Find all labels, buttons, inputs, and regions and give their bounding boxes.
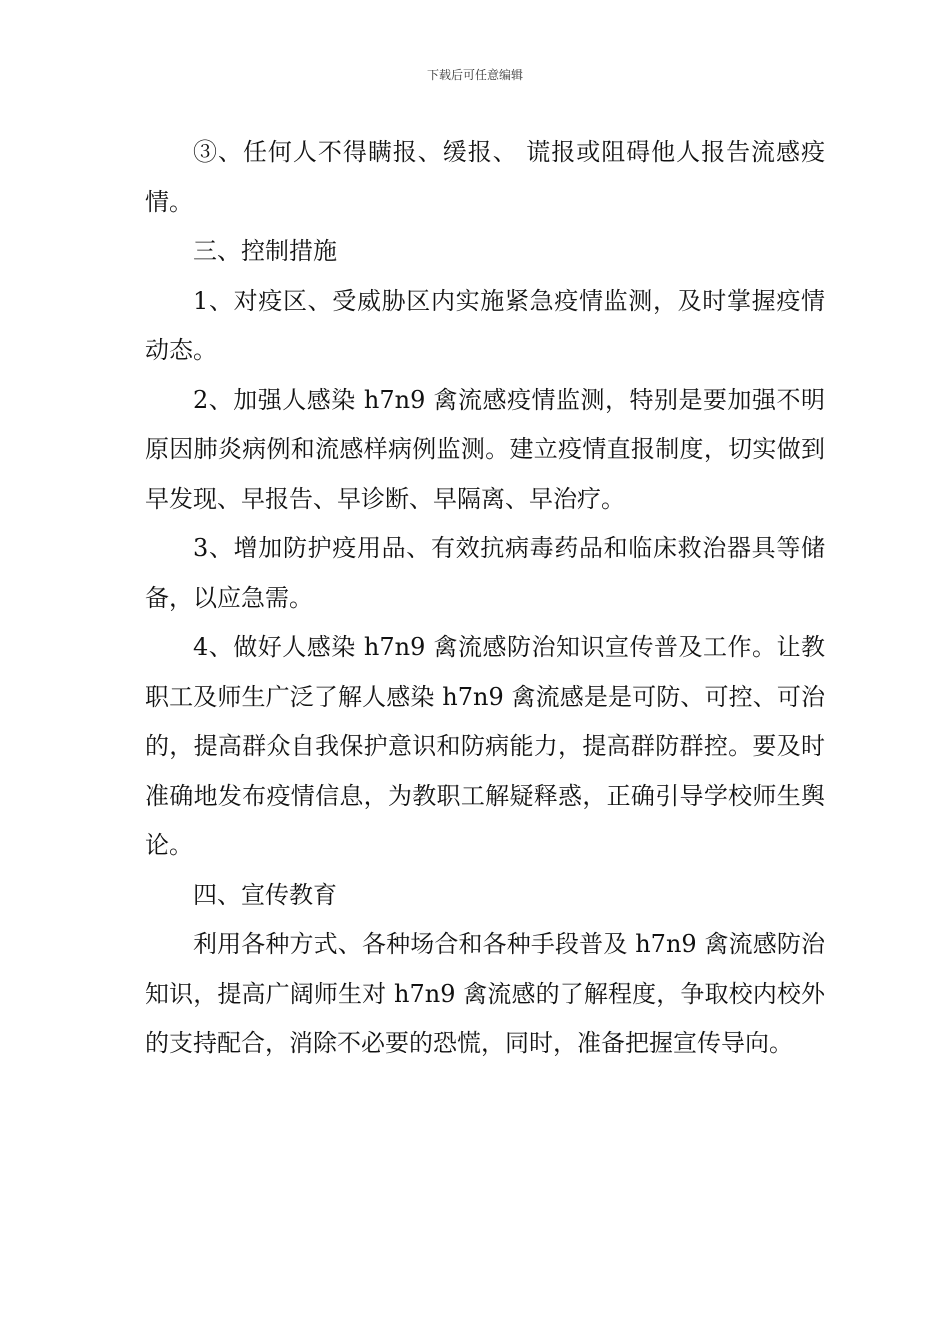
paragraph-measure-2: 2、加强人感染 h7n9 禽流感疫情监测，特别是要加强不明原因肺炎病例和流感样病例监测。建立疫情直报制度，切实做到早发现、早报告、早诊断、早隔离、早治疗。 (145, 385, 825, 513)
paragraph-measure-1: 1、对疫区、受威胁区内实施紧急疫情监测，及时掌握疫情动态。 (145, 286, 825, 364)
section-heading-control-measures: 三、控制措施 (193, 237, 337, 265)
paragraph-measure-4: 4、做好人感染 h7n9 禽流感防治知识宣传普及工作。让教职工及师生广泛了解人感染 h7n9 禽流感是是可防、可控、可治的，提高群众自我保护意识和防病能力，提高群防群控。要及时准确地发布疫情信息，为教职工解疑释惑，正确引导学校师生舆论。 (145, 633, 825, 859)
page-header-note: 下载后可任意编辑 (426, 68, 523, 82)
document-body (145, 128, 825, 1069)
paragraph-item-3: ③、任何人不得瞒报、缓报、 谎报或阻碍他人报告流感疫情。 (145, 138, 825, 216)
section-heading-publicity-education: 四、宣传教育 (193, 880, 337, 909)
paragraph-publicity: 利用各种方式、各种场合和各种手段普及 h7n9 禽流感防治知识，提高广阔师生对 h7n9 禽流感的了解程度，争取校内校外的支持配合，消除不必要的恐慌，同时，准备把握宣传导向。 (145, 930, 825, 1057)
paragraph-measure-3: 3、增加防护疫用品、有效抗病毒药品和临床救治器具等储备，以应急需。 (145, 534, 825, 612)
